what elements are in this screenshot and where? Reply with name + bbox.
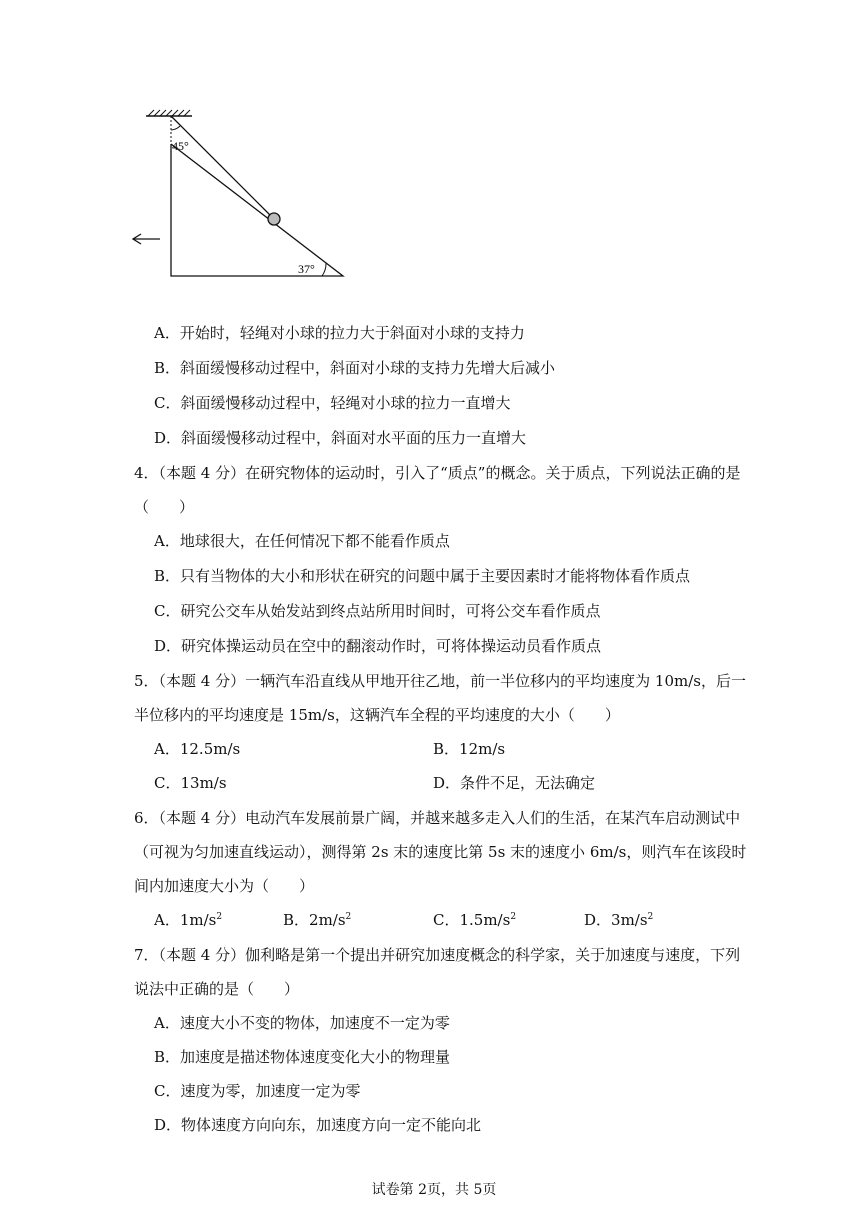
q7-option-b: B．加速度是描述物体速度变化大小的物理量 (154, 1048, 451, 1066)
q7-stem-line2: 说法中正确的是（ ） (134, 980, 300, 998)
page-footer: 试卷第 2页，共 5页 (371, 1182, 497, 1198)
q6-option-c: C．$1.5m/s^2$ (433, 911, 517, 929)
q3-option-c: C．斜面缓慢移动过程中，轻绳对小球的拉力一直增大 (154, 394, 511, 412)
ball (268, 213, 280, 225)
q6-stem-line3: 间内加速度大小为（ ） (134, 877, 315, 895)
angle-label-bottom: 37° (298, 262, 315, 276)
q5-option-c: C．13m/s (154, 774, 227, 792)
q6-option-b: B．$2m/s^2$ (283, 911, 352, 929)
q6-option-a: A．$1m/s^2$ (154, 911, 223, 929)
q4-stem-line1: 4．（本题 4 分）在研究物体的运动时，引入了“质点”的概念。关于质点，下列说法正确的是 (134, 464, 741, 482)
q7-option-a: A．速度大小不变的物体，加速度不一定为零 (154, 1014, 450, 1032)
q7-option-c: C．速度为零，加速度一定为零 (154, 1082, 361, 1100)
q4-option-b: B．只有当物体的大小和形状在研究的问题中属于主要因素时才能将物体看作质点 (154, 567, 691, 585)
ceiling-hatch (148, 110, 190, 116)
q5-option-b: B．12m/s (433, 740, 506, 758)
q5-option-d: D．条件不足，无法确定 (433, 774, 596, 792)
q5-stem-line2: 半位移内的平均速度是 15m/s，这辆汽车全程的平均速度的大小（ ） (134, 706, 620, 724)
q5-stem-line1: 5．（本题 4 分）一辆汽车沿直线从甲地开往乙地，前一半位移内的平均速度为 10m/s，后一 (134, 672, 746, 690)
q4-option-c: C．研究公交车从始发站到终点站所用时间时，可将公交车看作质点 (154, 602, 601, 620)
q3-option-b: B．斜面缓慢移动过程中，斜面对小球的支持力先增大后减小 (154, 359, 556, 377)
angle-arc-bottom (322, 263, 326, 276)
q6-stem-line2: （可视为匀加速直线运动），测得第 2s 末的速度比第 5s 末的速度小 6m/s，则汽车在该段时 (134, 843, 747, 861)
q7-stem-line1: 7．（本题 4 分）伽利略是第一个提出并研究加速度概念的科学家，关于加速度与速度，下列 (134, 946, 741, 964)
rope (171, 116, 271, 216)
q4-option-d: D．研究体操运动员在空中的翻滚动作时，可将体操运动员看作质点 (154, 637, 602, 655)
angle-arc-top (171, 126, 180, 130)
angle-label-top: 45° (172, 139, 189, 153)
q4-option-a: A．地球很大，在任何情况下都不能看作质点 (154, 532, 450, 550)
incline-diagram (128, 108, 358, 288)
q7-option-d: D．物体速度方向向东，加速度方向一定不能向北 (154, 1116, 482, 1134)
q6-stem-line1: 6．（本题 4 分）电动汽车发展前景广阔，并越来越多走入人们的生活，在某汽车启动测试中 (134, 809, 741, 827)
q4-stem-line2: （ ） (134, 498, 195, 516)
q3-option-a: A．开始时，轻绳对小球的拉力大于斜面对小球的支持力 (154, 324, 525, 342)
q5-option-a: A．12.5m/s (154, 740, 241, 758)
incline-triangle (171, 144, 343, 276)
q3-option-d: D．斜面缓慢移动过程中，斜面对水平面的压力一直增大 (154, 429, 527, 447)
q6-option-d: D．$3m/s^2$ (584, 911, 654, 929)
